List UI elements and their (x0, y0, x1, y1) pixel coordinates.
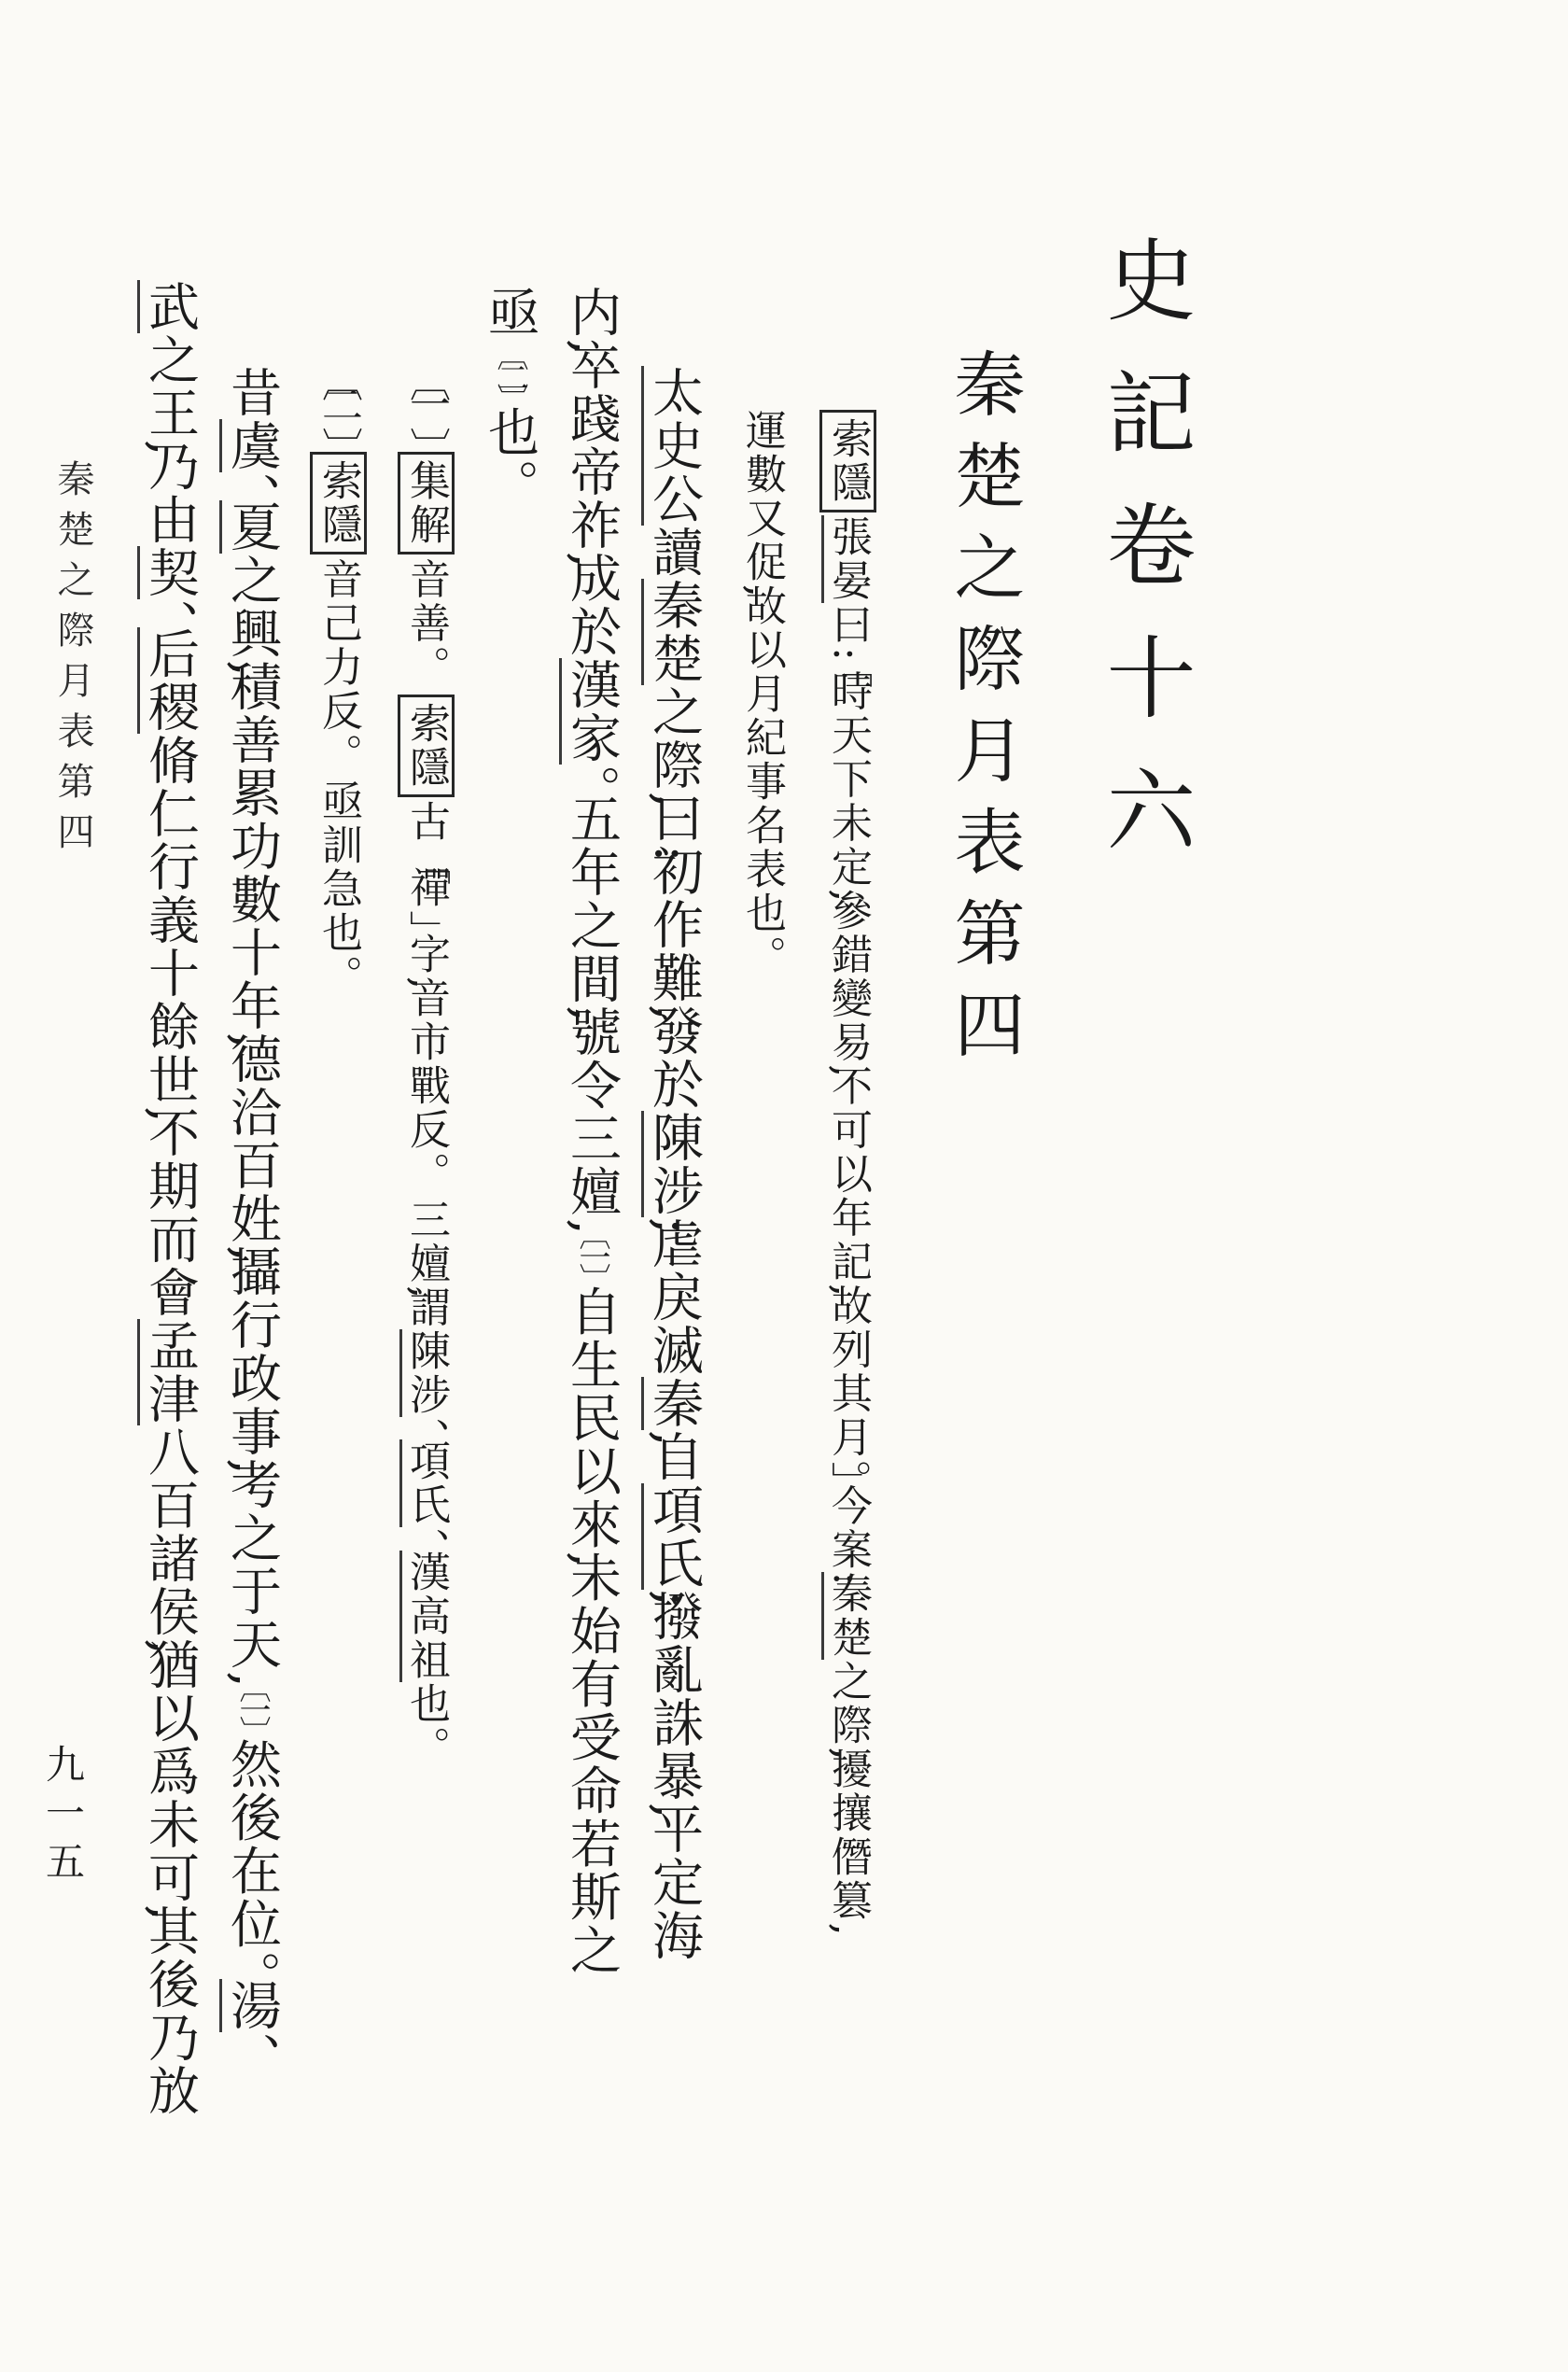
proper-name: 秦楚 (821, 1572, 872, 1660)
note-marker: 〔二〕 (491, 339, 528, 406)
proper-name: 夏 (219, 500, 282, 554)
proper-name: 陳涉 (641, 1111, 704, 1217)
proper-name: 陳涉 (399, 1329, 450, 1417)
suoyin-preface-column-2: 運數又促故以月紀事名表也。 (738, 409, 786, 959)
proper-name: 漢高祖 (399, 1551, 450, 1682)
proper-name: 項氏 (399, 1439, 450, 1527)
proper-name: 契 (137, 546, 200, 599)
note-two-column: 〔二〕索隱音己力反。 亟訓急也。 (317, 360, 358, 977)
proper-name: 太史公 (641, 366, 704, 526)
margin-running-title: 秦楚之際月表第四 (51, 459, 94, 863)
note-one-column: 〔一〕集解音善。 索隱古「禪」字音市戰反。 三嬗謂陳涉、項氏、漢高祖也。 (405, 360, 446, 1748)
main-text-column-3: 亟〔二〕也。 (480, 286, 539, 487)
note-marker: 〔一〕 (233, 1671, 271, 1738)
commentary-source-label: 集解 (398, 452, 455, 554)
main-text-column-5: 武之王乃由契、后稷脩仁行義十餘世不期而會孟津八百諸侯猶以爲未可其後乃放 (144, 280, 195, 2117)
page-number: 九一五 (40, 1744, 86, 1889)
proper-name: 秦楚 (641, 579, 704, 685)
proper-name: 后稷 (137, 627, 200, 734)
proper-name: 虞 (219, 419, 282, 472)
proper-name: 湯 (219, 1979, 282, 2032)
proper-name: 漢家 (559, 658, 622, 765)
note-marker: 〔一〕 (573, 1218, 610, 1285)
proper-name: 武 (137, 280, 200, 333)
main-text-column-1: 太史公讀秦楚之際曰初作難發於陳涉虐戾滅秦自項氏撥亂誅暴平定海 (648, 366, 699, 1962)
main-text-column-2: 内卒踐帝祚成於漢家。五年之間號令三嬗〔一〕自生民以來未始有受命若斯之 (566, 286, 617, 1977)
commentary-source-label: 索隱 (310, 452, 367, 554)
commentary-source-label: 索隱 (398, 695, 455, 797)
suoyin-preface-column-1: 索隱張晏曰「時天下未定參錯變易不可以年記故列其月。」今案秦楚之際擾攘僭篡 (827, 407, 868, 1923)
proper-name: 孟津 (137, 1319, 200, 1425)
chapter-title: 秦楚之際月表第四 (943, 347, 1026, 1079)
proper-name: 項氏 (641, 1483, 704, 1590)
commentary-source-label: 索隱 (819, 410, 876, 512)
volume-title: 史記卷十六 (1092, 233, 1197, 896)
proper-name: 張晏 (821, 515, 872, 603)
proper-name: 秦 (641, 1377, 704, 1430)
main-text-column-4: 昔虞、夏之興積善累功數十年德洽百姓攝行政事考之于天〔一〕然後在位。湯、 (226, 366, 277, 2060)
